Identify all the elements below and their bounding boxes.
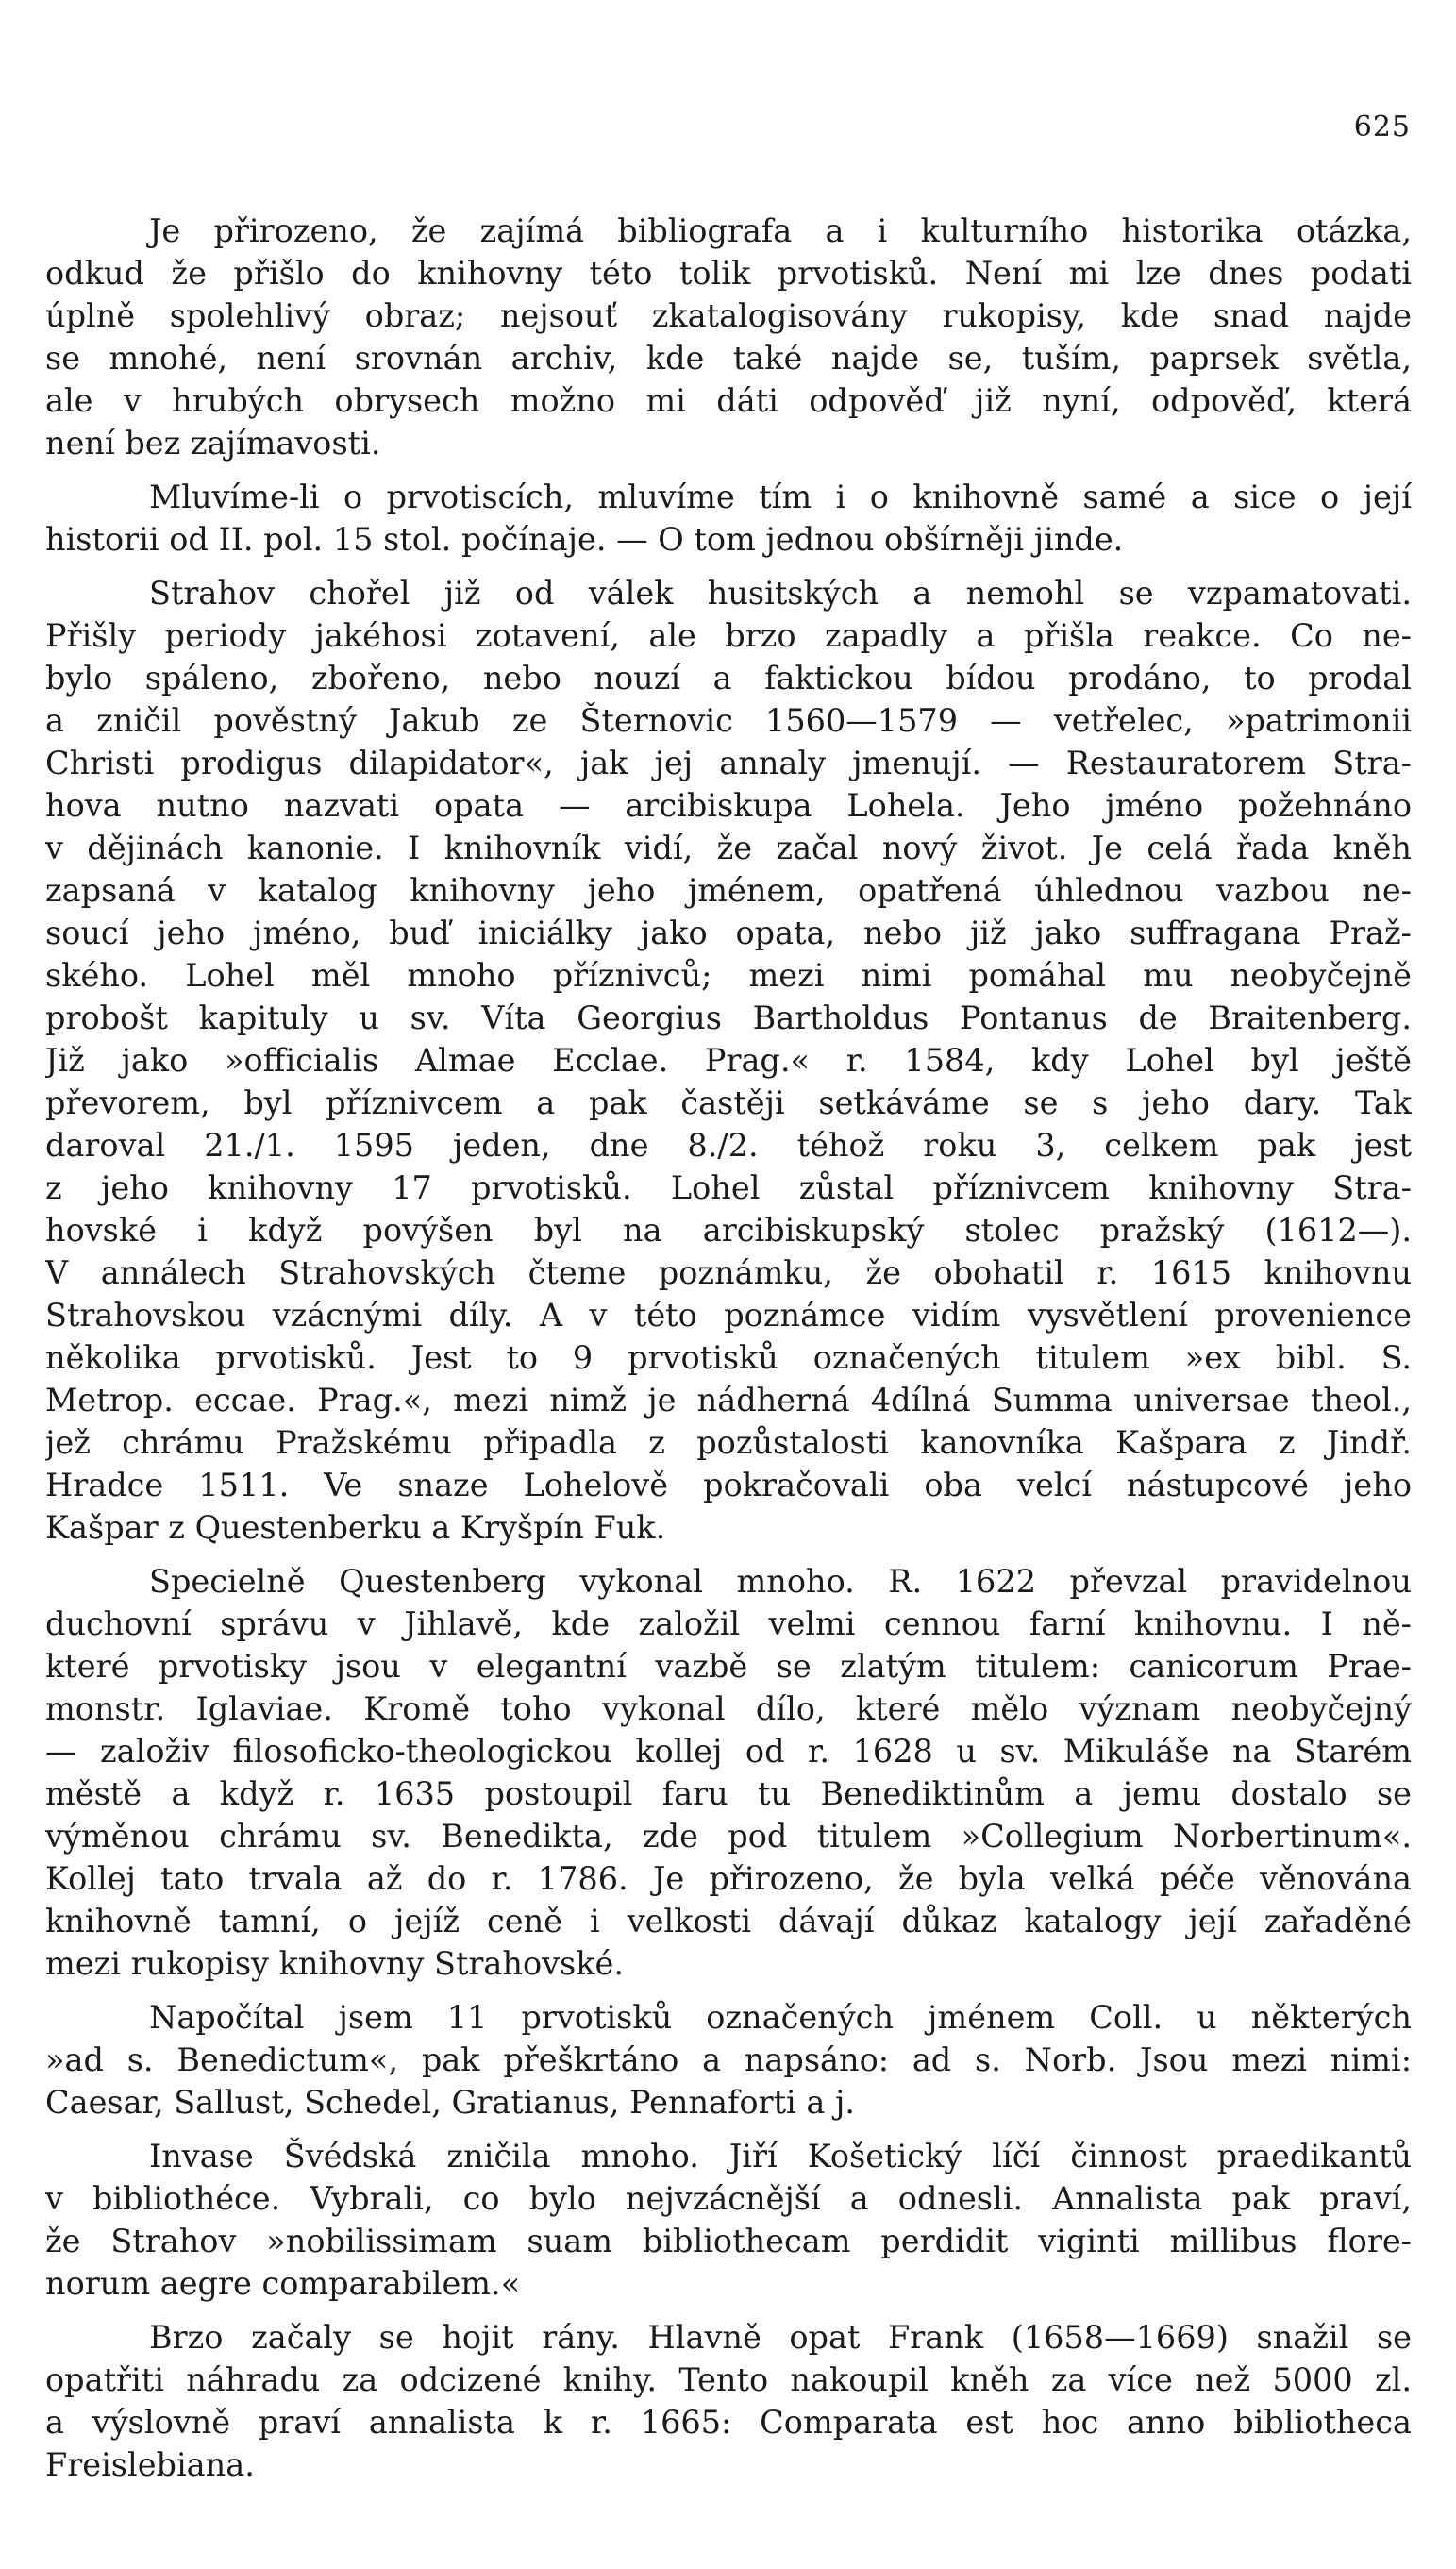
text-line: několika prvotisků. Jest to 9 prvotisků označených titulem »ex bibl. S. <box>45 1339 1412 1376</box>
text-line: knihovně tamní, o jejíž ceně i velkosti dávají důkaz katalogy její zařaděné <box>45 1903 1412 1939</box>
text-line: Strahov chořel již od válek husitských a nemohl se vzpamatovati. <box>149 575 1412 612</box>
text-line: Již jako »officialis Almae Ecclae. Prag.« r. 1584, kdy Lohel byl ještě <box>45 1042 1412 1079</box>
text-line: hova nutno nazvati opata — arcibiskupa Lohela. Jeho jméno požehnáno <box>45 787 1412 824</box>
text-line: Invase Švédská zničila mnoho. Jiří Košetický líčí činnost praedikantů <box>149 2138 1412 2174</box>
text-line: ale v hrubých obrysech možno mi dáti odpověď již nyní, odpověď, která <box>45 382 1412 419</box>
body-text <box>45 210 1412 2497</box>
paragraph <box>45 210 1412 464</box>
text-line: se mnohé, není srovnán archiv, kde také najde se, tuším, paprsek světla, <box>45 340 1412 377</box>
text-line: z jeho knihovny 17 prvotisků. Lohel zůstal příznivcem knihovny Stra- <box>45 1169 1412 1206</box>
text-line: Napočítal jsem 11 prvotisků označených jménem Coll. u některých <box>149 1999 1412 2036</box>
text-line: »ad s. Benedictum«, pak přeškrtáno a napsáno: ad s. Norb. Jsou mezi nimi: <box>45 2041 1412 2078</box>
text-line: Kašpar z Questenberku a Kryšpín Fuk. <box>45 1509 666 1546</box>
text-line: převorem, byl příznivcem a pak častěji setkáváme se s jeho dary. Tak <box>45 1084 1412 1121</box>
text-line: soucí jeho jméno, buď iniciálky jako opata, nebo již jako suffragana Praž- <box>45 915 1412 951</box>
text-line: Freislebiana. <box>45 2446 255 2483</box>
paragraph <box>45 572 1412 1549</box>
paragraph <box>45 1996 1412 2124</box>
text-line: Specielně Questenberg vykonal mnoho. R. 1622 převzal pravidelnou <box>149 1563 1412 1600</box>
text-line: daroval 21./1. 1595 jeden, dne 8./2. téhož roku 3, celkem pak jest <box>45 1127 1412 1164</box>
text-line: mezi rukopisy knihovny Strahovské. <box>45 1945 625 1982</box>
text-line: historii od II. pol. 15 stol. počínaje. — O tom jednou obšírněji jinde. <box>45 521 1124 558</box>
text-line: Metrop. eccae. Prag.«, mezi nimž je nádherná 4dílná Summa universae theol., <box>45 1382 1412 1419</box>
paragraph <box>45 476 1412 561</box>
text-line: odkud že přišlo do knihovny této tolik prvotisků. Není mi lze dnes podati <box>45 255 1412 292</box>
text-line: probošt kapituly u sv. Víta Georgius Bartholdus Pontanus de Braitenberg. <box>45 999 1412 1036</box>
text-line: není bez zajímavosti. <box>45 425 381 462</box>
text-line: opatřiti náhradu za odcizené knihy. Tento nakoupil kněh za více než 5000 zl. <box>45 2361 1412 2398</box>
text-line: Hradce 1511. Ve snaze Lohelově pokračovali oba velcí nástupcové jeho <box>45 1467 1412 1503</box>
page-number: 625 <box>1353 110 1411 143</box>
text-line: Christi prodigus dilapidator«, jak jej annaly jmenují. — Restauratorem Stra- <box>45 745 1412 781</box>
text-line: bylo spáleno, zbořeno, nebo nouzí a faktickou bídou prodáno, to prodal <box>45 660 1412 697</box>
text-line: v bibliothéce. Vybrali, co bylo nejvzácnější a odnesli. Annalista pak praví, <box>45 2180 1412 2217</box>
text-line: v dějinách kanonie. I knihovník vidí, že začal nový život. Je celá řada kněh <box>45 830 1412 866</box>
text-line: V annálech Strahovských čteme poznámku, že obohatil r. 1615 knihovnu <box>45 1254 1412 1291</box>
text-line: výměnou chrámu sv. Benedikta, zde pod titulem »Collegium Norbertinum«. <box>45 1818 1412 1855</box>
text-line: jež chrámu Pražskému připadla z pozůstalosti kanovníka Kašpara z Jindř. <box>45 1424 1412 1461</box>
text-line: a zničil pověstný Jakub ze Šternovic 1560—1579 — vetřelec, »patrimonii <box>45 702 1412 739</box>
paragraph <box>45 2135 1412 2305</box>
paragraph <box>45 2316 1412 2486</box>
text-line: Brzo začaly se hojit rány. Hlavně opat Frank (1658—1669) snažil se <box>149 2319 1412 2356</box>
text-line: ského. Lohel měl mnoho příznivců; mezi nimi pomáhal mu neobyčejně <box>45 957 1412 994</box>
text-line: Přišly periody jakéhosi zotavení, ale brzo zapadly a přišla reakce. Co ne- <box>45 617 1412 654</box>
paragraph <box>45 1560 1412 1985</box>
text-line: monstr. Iglaviae. Kromě toho vykonal dílo, které mělo význam neobyčejný <box>45 1690 1412 1727</box>
text-line: a výslovně praví annalista k r. 1665: Comparata est hoc anno bibliotheca <box>45 2404 1412 2441</box>
text-line: duchovní správu v Jihlavě, kde založil velmi cennou farní knihovnu. I ně- <box>45 1605 1412 1642</box>
text-line: — založiv filosoficko-theologickou kollej od r. 1628 u sv. Mikuláše na Starém <box>45 1733 1412 1770</box>
text-line: úplně spolehlivý obraz; nejsouť zkatalogisovány rukopisy, kde snad najde <box>45 297 1412 334</box>
text-line: norum aegre comparabilem.« <box>45 2265 521 2302</box>
text-line: Strahovskou vzácnými díly. A v této poznámce vidím vysvětlení provenience <box>45 1297 1412 1334</box>
text-line: Caesar, Sallust, Schedel, Gratianus, Pennaforti a j. <box>45 2084 856 2121</box>
text-line: hovské i když povýšen byl na arcibiskupský stolec pražský (1612—). <box>45 1212 1412 1249</box>
text-line: Mluvíme-li o prvotiscích, mluvíme tím i o knihovně samé a sice o její <box>149 479 1412 515</box>
text-line: zapsaná v katalog knihovny jeho jménem, opatřená úhlednou vazbou ne- <box>45 872 1412 909</box>
text-line: které prvotisky jsou v elegantní vazbě se zlatým titulem: canicorum Prae- <box>45 1648 1412 1685</box>
text-line: že Strahov »nobilissimam suam bibliothecam perdidit viginti millibus flore- <box>45 2223 1412 2259</box>
text-line: městě a když r. 1635 postoupil faru tu Benediktinům a jemu dostalo se <box>45 1775 1412 1812</box>
text-line: Kollej tato trvala až do r. 1786. Je přirozeno, že byla velká péče věnována <box>45 1860 1412 1897</box>
text-line: Je přirozeno, že zajímá bibliografa a i kulturního historika otázka, <box>149 212 1412 249</box>
